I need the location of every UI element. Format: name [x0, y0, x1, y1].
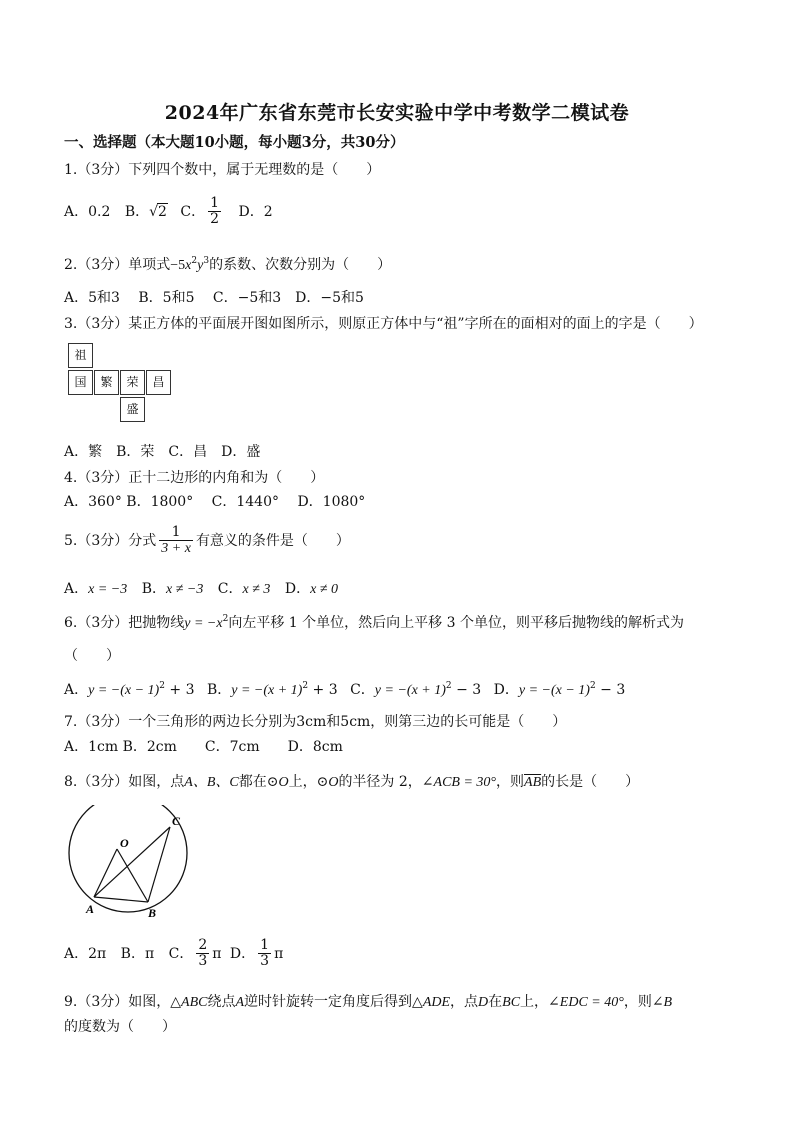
- segment-ab: [94, 897, 148, 902]
- net-cell-rong: 荣: [120, 370, 145, 395]
- option-c-fraction: [196, 938, 209, 970]
- option-d-label: D．: [284, 581, 311, 597]
- exp-y: 3: [203, 256, 210, 266]
- option-b-math: y = −(x + 1): [231, 683, 303, 698]
- option-d-label: D．: [229, 945, 256, 962]
- option-d-label: D．: [493, 682, 519, 698]
- question-6-options: [64, 679, 625, 699]
- monomial-coefficient: −5: [170, 258, 186, 273]
- q8-circle-o-2: O: [328, 775, 339, 790]
- net-cell-chang: 昌: [146, 370, 171, 395]
- question-1-stem: 1.（3分）下列四个数中，属于无理数的是（ ）: [64, 162, 381, 178]
- option-c-label: C．: [217, 581, 243, 597]
- q9-part-b: 绕点: [207, 994, 236, 1010]
- segment-oa: [94, 849, 117, 897]
- question-5-options: [64, 578, 338, 598]
- fraction-denominator: 3: [198, 953, 208, 970]
- question-2-stem: [64, 254, 391, 274]
- option-d-pi: π: [274, 945, 284, 962]
- question-7-stem: 7.（3分）一个三角形的两边长分别为3cm和5cm，则第三边的长可能是（ ）: [64, 714, 567, 730]
- option-a: A．0.2: [64, 203, 111, 220]
- option-d-fraction: [258, 938, 271, 970]
- option-a-math: y = −(x − 1): [88, 683, 160, 698]
- option-a: A．2π: [64, 945, 107, 962]
- q6-suffix: 向左平移 1 个单位，然后向上平移 3 个单位，则平移后抛物线的解析式为: [228, 615, 684, 631]
- net-cell-zu: 祖: [68, 343, 93, 368]
- option-d-tail: − 3: [595, 682, 626, 698]
- q9-triangle-ade: △ADE: [412, 995, 451, 1010]
- label-o: O: [120, 836, 129, 850]
- var-x: x: [185, 258, 192, 273]
- parabola-exp: 2: [222, 614, 229, 624]
- option-b-exp: 2: [302, 681, 309, 691]
- q9-part-g: ，则: [623, 994, 652, 1010]
- q9-point-d: D: [478, 995, 489, 1010]
- segment-ac: [94, 827, 170, 897]
- circle-o: [69, 805, 187, 912]
- q8-part-e: ，则: [496, 774, 525, 790]
- question-5-stem: [64, 525, 350, 557]
- fraction-numerator: 1: [260, 937, 270, 953]
- option-c-fraction: [208, 196, 221, 228]
- q8-part-a: 8.（3分）如图，点: [64, 774, 185, 790]
- question-4-stem: 4.（3分）正十二边形的内角和为（ ）: [64, 470, 325, 486]
- q9-triangle-abc: △ABC: [170, 995, 208, 1010]
- option-b: B．π: [120, 945, 155, 962]
- q9-point-a: A: [235, 995, 245, 1010]
- var-y: y: [197, 258, 204, 273]
- question-9-line-1: [64, 991, 672, 1011]
- option-c-label: C．: [350, 682, 375, 698]
- option-b-label: B．: [124, 203, 150, 220]
- option-b-tail: + 3: [308, 682, 338, 698]
- question-2-options: A．5和3 B．5和5 C．−5和3 D．−5和5: [64, 290, 364, 306]
- sqrt-symbol: √2: [149, 203, 167, 220]
- q9-part-e: 在: [488, 994, 503, 1010]
- q6-prefix: 6.（3分）把抛物线: [64, 615, 185, 631]
- q8-circle-o: O: [278, 775, 289, 790]
- question-3-stem: 3.（3分）某正方体的平面展开图如图所示，则原正方体中与“祖”字所在的面相对的面上的字是（ ）: [64, 316, 703, 332]
- q2-prefix: 2.（3分）单项式: [64, 257, 171, 273]
- fraction-numerator: 1: [210, 195, 220, 211]
- option-b-label: B．: [141, 581, 166, 597]
- option-d-math: x ≠ 0: [310, 582, 339, 597]
- option-c-math: y = −(x + 1): [374, 683, 446, 698]
- option-c-label: C．: [168, 945, 194, 962]
- option-a-tail: + 3: [164, 682, 195, 698]
- option-d: D．2: [238, 203, 273, 220]
- option-a-exp: 2: [159, 681, 165, 691]
- q8-part-c: 上，⊙: [288, 774, 329, 790]
- question-8-options: [64, 938, 283, 970]
- q8-part-f: 的长是（ ）: [541, 774, 640, 790]
- label-a: A: [86, 902, 95, 916]
- option-d-math: y = −(x − 1): [518, 683, 590, 698]
- option-a-label: A．: [64, 682, 89, 698]
- question-3-options: A．繁 B．荣 C．昌 D．盛: [64, 444, 261, 460]
- q8-angle: ∠ACB = 30°: [421, 775, 497, 790]
- q9-angle-b: ∠B: [651, 995, 673, 1010]
- q5-suffix: 有意义的条件是（ ）: [195, 532, 350, 549]
- question-9-line-2: 的度数为（ ）: [64, 1019, 176, 1035]
- net-cell-sheng: 盛: [120, 397, 145, 422]
- segment-bc: [148, 827, 170, 902]
- q9-part-d: ，点: [450, 994, 479, 1010]
- question-1-options: [64, 196, 273, 228]
- fraction-numerator: 1: [159, 525, 193, 541]
- label-b: B: [148, 906, 157, 920]
- option-c-exp: 2: [445, 681, 452, 691]
- q8-part-d: 的半径为 2，: [338, 774, 422, 790]
- net-cell-fan: 繁: [94, 370, 119, 395]
- question-7-options: A．1cm B．2cm C．7cm D．8cm: [64, 739, 343, 755]
- option-c-math: x ≠ 3: [242, 582, 271, 597]
- question-6-paren: （ ）: [64, 648, 120, 664]
- question-6-stem: [64, 612, 684, 632]
- q9-part-c: 逆时针旋转一定角度后得到: [244, 994, 413, 1010]
- q5-fraction: [159, 525, 193, 557]
- option-c-label: C．: [180, 203, 206, 220]
- q9-part-a: 9.（3分）如图，: [64, 994, 171, 1010]
- fraction-denominator: 3: [260, 953, 270, 970]
- section-heading: 一、选择题（本大题10小题，每小题3分，共30分）: [64, 134, 405, 151]
- q8-arc: $\overline{AB}$: [524, 775, 542, 790]
- option-b-math: x ≠ −3: [165, 582, 204, 597]
- parabola-eq: y = −x: [184, 616, 223, 631]
- exp-x: 2: [191, 256, 198, 266]
- option-c-tail: − 3: [451, 682, 482, 698]
- question-8-stem: [64, 771, 639, 791]
- q5-prefix: 5.（3分）分式: [64, 532, 157, 549]
- option-b-label: B．: [206, 682, 232, 698]
- fraction-denominator: 3 + x: [161, 541, 191, 557]
- circle-figure: [60, 805, 200, 925]
- option-d-exp: 2: [589, 681, 596, 691]
- label-c: C: [172, 814, 181, 828]
- q8-part-b: 都在⊙: [238, 774, 279, 790]
- q9-part-f: 上，: [520, 994, 549, 1010]
- segment-ob: [117, 849, 148, 902]
- page-title: 2024年广东省东莞市长安实验中学中考数学二模试卷: [164, 102, 630, 124]
- option-a-label: A．: [64, 581, 89, 597]
- option-a-math: x = −3: [88, 582, 128, 597]
- q2-suffix: 的系数、次数分别为（ ）: [209, 257, 392, 273]
- q9-angle-edc: ∠EDC = 40°: [548, 995, 624, 1010]
- question-4-options: A．360° B．1800° C．1440° D．1080°: [64, 494, 366, 510]
- option-b-radicand: 2: [158, 203, 167, 220]
- option-c-pi: π: [212, 945, 222, 962]
- fraction-denominator: 2: [210, 211, 220, 228]
- fraction-numerator: 2: [198, 937, 208, 953]
- q8-points: A、B、C: [184, 775, 239, 790]
- q9-segment-bc: BC: [502, 995, 521, 1010]
- net-cell-guo: 国: [68, 370, 93, 395]
